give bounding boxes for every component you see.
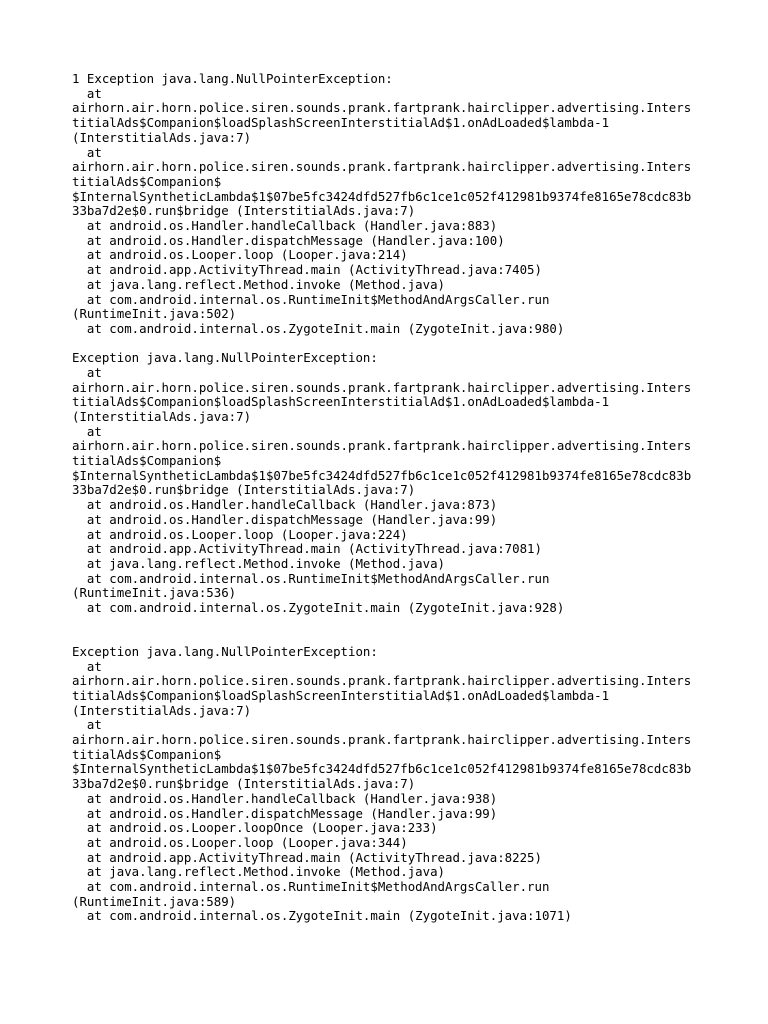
- trace-line: at: [72, 85, 102, 101]
- trace-line: at android.os.Looper.loopOnce (Looper.java:233): [72, 820, 438, 836]
- trace-line: at android.os.Handler.dispatchMessage (Handler.java:99): [72, 511, 498, 527]
- trace-line: at android.os.Handler.handleCallback (Handler.java:883): [72, 218, 498, 234]
- trace-line: (RuntimeInit.java:589): [72, 893, 237, 909]
- trace-line: Exception java.lang.NullPointerException:: [72, 350, 378, 366]
- trace-line: Exception java.lang.NullPointerException:: [72, 643, 378, 659]
- trace-line: at android.os.Handler.dispatchMessage (Handler.java:100): [72, 232, 505, 248]
- stack-trace-1: [72, 72, 712, 337]
- trace-line: 1 Exception java.lang.NullPointerException:: [72, 71, 393, 86]
- document-page: [72, 72, 712, 924]
- trace-line: airhorn.air.horn.police.siren.sounds.prank.fartprank.hairclipper.advertising.Inters: [72, 438, 692, 454]
- trace-line: $InternalSyntheticLambda$1$07be5fc3424dfd527fb6c1ce1c052f412981b9374fe8165e78cdc83b: [72, 188, 692, 204]
- stack-trace-3: [72, 645, 712, 924]
- trace-line: airhorn.air.horn.police.siren.sounds.prank.fartprank.hairclipper.advertising.Inters: [72, 159, 692, 175]
- trace-line: at: [72, 658, 102, 674]
- trace-line: at com.android.internal.os.RuntimeInit$MethodAndArgsCaller.run: [72, 879, 550, 895]
- block-spacer: [72, 616, 712, 645]
- trace-line: at com.android.internal.os.ZygoteInit.main (ZygoteInit.java:928): [72, 600, 565, 616]
- trace-line: titialAds$Companion$: [72, 173, 222, 189]
- trace-line: (RuntimeInit.java:536): [72, 585, 237, 601]
- trace-line: at java.lang.reflect.Method.invoke (Method.java): [72, 556, 445, 571]
- trace-line: $InternalSyntheticLambda$1$07be5fc3424dfd527fb6c1ce1c052f412981b9374fe8165e78cdc83b: [72, 467, 692, 483]
- block-spacer: [72, 337, 712, 352]
- trace-line: at android.app.ActivityThread.main (ActivityThread.java:7081): [72, 541, 542, 557]
- trace-line: airhorn.air.horn.police.siren.sounds.prank.fartprank.hairclipper.advertising.Inters: [72, 732, 692, 748]
- trace-line: at java.lang.reflect.Method.invoke (Method.java): [72, 864, 445, 880]
- trace-line: at com.android.internal.os.RuntimeInit$MethodAndArgsCaller.run: [72, 291, 550, 307]
- trace-line: at com.android.internal.os.RuntimeInit$MethodAndArgsCaller.run: [72, 570, 550, 586]
- trace-line: titialAds$Companion$: [72, 746, 222, 762]
- trace-line: $InternalSyntheticLambda$1$07be5fc3424dfd527fb6c1ce1c052f412981b9374fe8165e78cdc83b: [72, 761, 692, 777]
- trace-line: at android.os.Looper.loop (Looper.java:214): [72, 247, 408, 263]
- trace-line: airhorn.air.horn.police.siren.sounds.prank.fartprank.hairclipper.advertising.Inters: [72, 379, 692, 395]
- trace-line: titialAds$Companion$loadSplashScreenInterstitialAd$1.onAdLoaded$lambda-1: [72, 687, 610, 703]
- trace-line: at android.app.ActivityThread.main (ActivityThread.java:7405): [72, 262, 542, 278]
- trace-line: airhorn.air.horn.police.siren.sounds.prank.fartprank.hairclipper.advertising.Inters: [72, 673, 692, 689]
- trace-line: 33ba7d2e$0.run$bridge (InterstitialAds.java:7): [72, 203, 416, 219]
- trace-line: at com.android.internal.os.ZygoteInit.main (ZygoteInit.java:1071): [72, 908, 572, 924]
- trace-line: titialAds$Companion$loadSplashScreenInterstitialAd$1.onAdLoaded$lambda-1: [72, 394, 610, 410]
- trace-line: (RuntimeInit.java:502): [72, 306, 237, 322]
- trace-line: 33ba7d2e$0.run$bridge (InterstitialAds.java:7): [72, 776, 416, 792]
- trace-line: at android.os.Looper.loop (Looper.java:224): [72, 526, 408, 542]
- trace-line: at: [72, 423, 102, 439]
- trace-line: at android.os.Handler.dispatchMessage (Handler.java:99): [72, 805, 498, 821]
- trace-line: titialAds$Companion$loadSplashScreenInterstitialAd$1.onAdLoaded$lambda-1: [72, 115, 610, 131]
- trace-line: at: [72, 144, 102, 160]
- trace-line: at: [72, 717, 102, 733]
- trace-line: at android.os.Handler.handleCallback (Handler.java:873): [72, 497, 498, 513]
- trace-line: 33ba7d2e$0.run$bridge (InterstitialAds.java:7): [72, 482, 416, 498]
- trace-line: at android.app.ActivityThread.main (ActivityThread.java:8225): [72, 849, 542, 865]
- trace-line: at android.os.Looper.loop (Looper.java:344): [72, 834, 408, 850]
- trace-line: at java.lang.reflect.Method.invoke (Method.java): [72, 276, 445, 292]
- stack-trace-2: [72, 351, 712, 616]
- trace-line: (InterstitialAds.java:7): [72, 129, 252, 145]
- trace-line: (InterstitialAds.java:7): [72, 702, 252, 718]
- trace-line: at: [72, 364, 102, 380]
- trace-line: airhorn.air.horn.police.siren.sounds.prank.fartprank.hairclipper.advertising.Inters: [72, 100, 692, 116]
- trace-line: at com.android.internal.os.ZygoteInit.main (ZygoteInit.java:980): [72, 320, 565, 336]
- trace-line: (InterstitialAds.java:7): [72, 408, 252, 424]
- trace-line: titialAds$Companion$: [72, 453, 222, 469]
- trace-line: at android.os.Handler.handleCallback (Handler.java:938): [72, 790, 498, 806]
